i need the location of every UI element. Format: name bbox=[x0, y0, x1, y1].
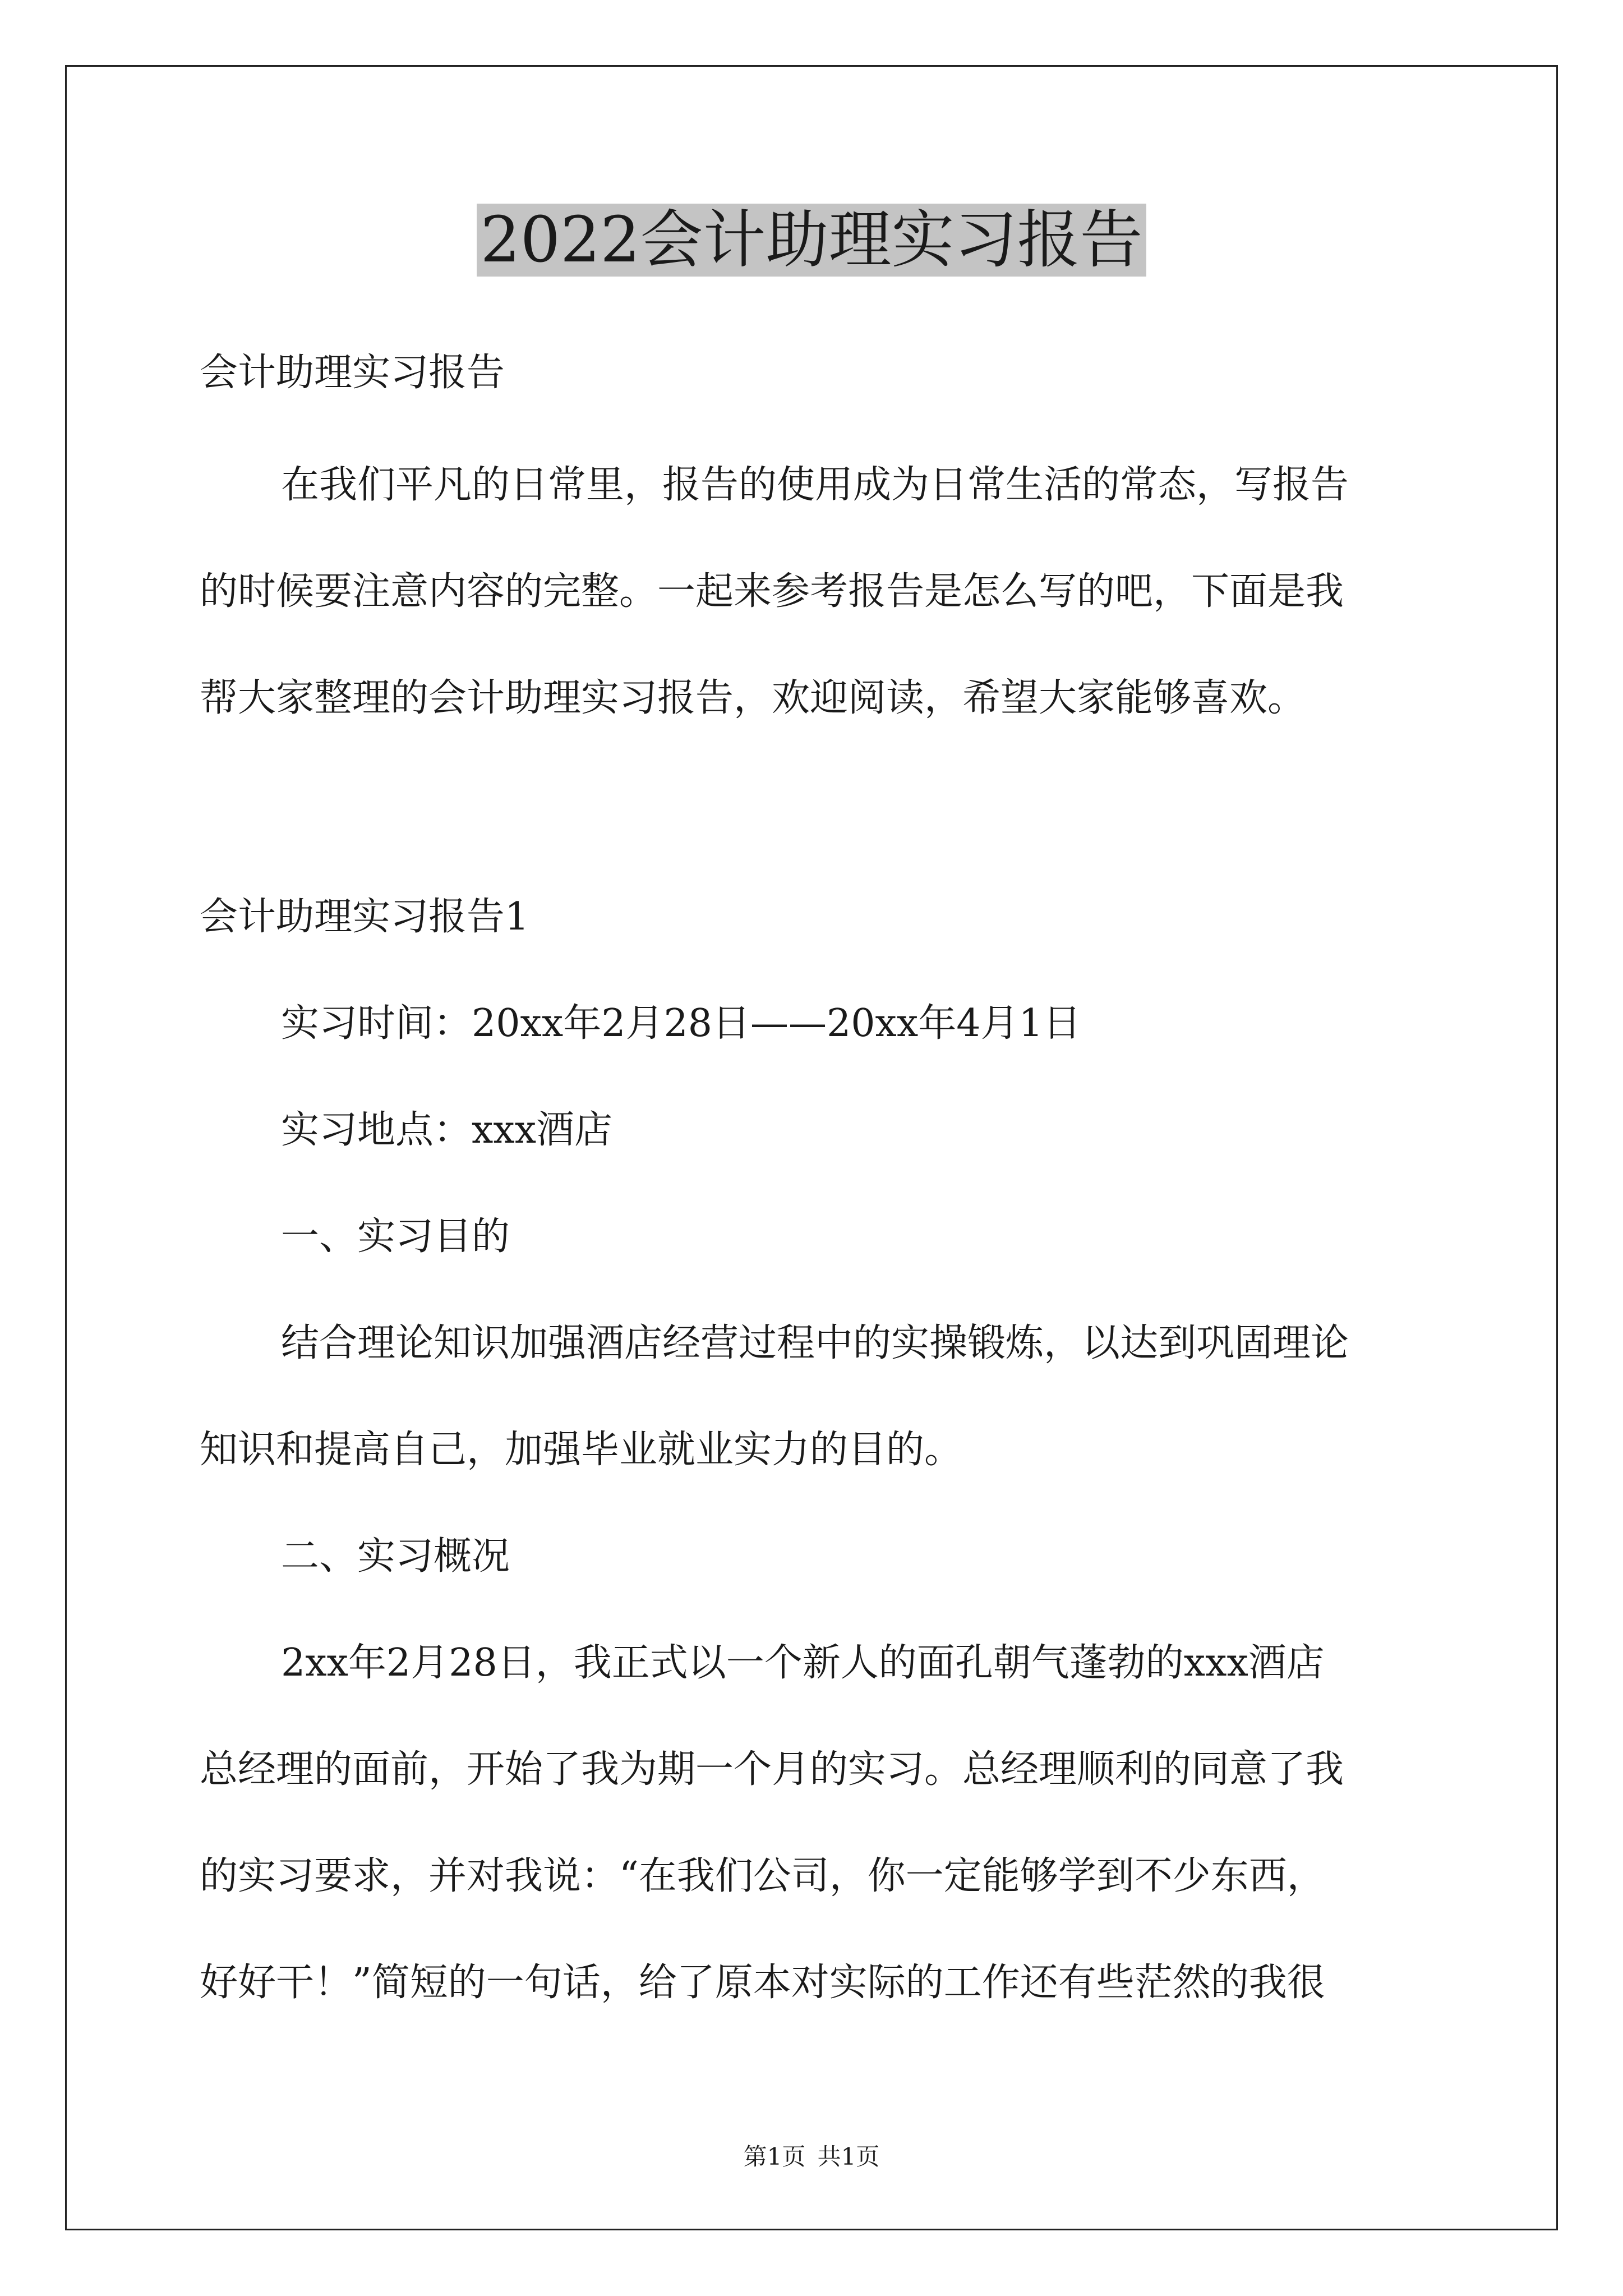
paragraph-line: 的时候要注意内容的完整。一起来参考报告是怎么写的吧，下面是我 bbox=[200, 569, 1344, 614]
paragraph-line: 总经理的面前，开始了我为期一个月的实习。总经理顺利的同意了我 bbox=[200, 1747, 1344, 1792]
document-title bbox=[0, 201, 1623, 279]
page-footer: 第1页 共1页 bbox=[743, 2143, 880, 2170]
paragraph-line: 知识和提高自己，加强毕业就业实力的目的。 bbox=[200, 1428, 963, 1472]
paragraph-line: 帮大家整理的会计助理实习报告，欢迎阅读，希望大家能够喜欢。 bbox=[200, 676, 1306, 720]
paragraph-line: 会计助理实习报告 bbox=[200, 351, 505, 395]
paragraph-line: 的实习要求，并对我说：“在我们公司，你一定能够学到不少东西， bbox=[200, 1854, 1325, 1898]
paragraph-line: 一、实习目的 bbox=[281, 1214, 510, 1259]
document-title-text: 2022会计助理实习报告 bbox=[477, 204, 1146, 277]
paragraph-line: 在我们平凡的日常里，报告的使用成为日常生活的常态，写报告 bbox=[281, 463, 1349, 507]
paragraph-line: 好好干！”简短的一句话，给了原本对实际的工作还有些茫然的我很 bbox=[200, 1961, 1325, 2005]
paragraph-line: 实习时间：20xx年2月28日——20xx年4月1日 bbox=[281, 1001, 1081, 1046]
paragraph-line: 实习地点：xxx酒店 bbox=[281, 1108, 613, 1152]
paragraph-line: 2xx年2月28日，我正式以一个新人的面孔朝气蓬勃的xxx酒店 bbox=[281, 1641, 1325, 1685]
paragraph-line: 结合理论知识加强酒店经营过程中的实操锻炼，以达到巩固理论 bbox=[281, 1321, 1349, 1365]
paragraph-line: 会计助理实习报告1 bbox=[200, 895, 529, 939]
paragraph-line: 二、实习概况 bbox=[281, 1534, 510, 1579]
